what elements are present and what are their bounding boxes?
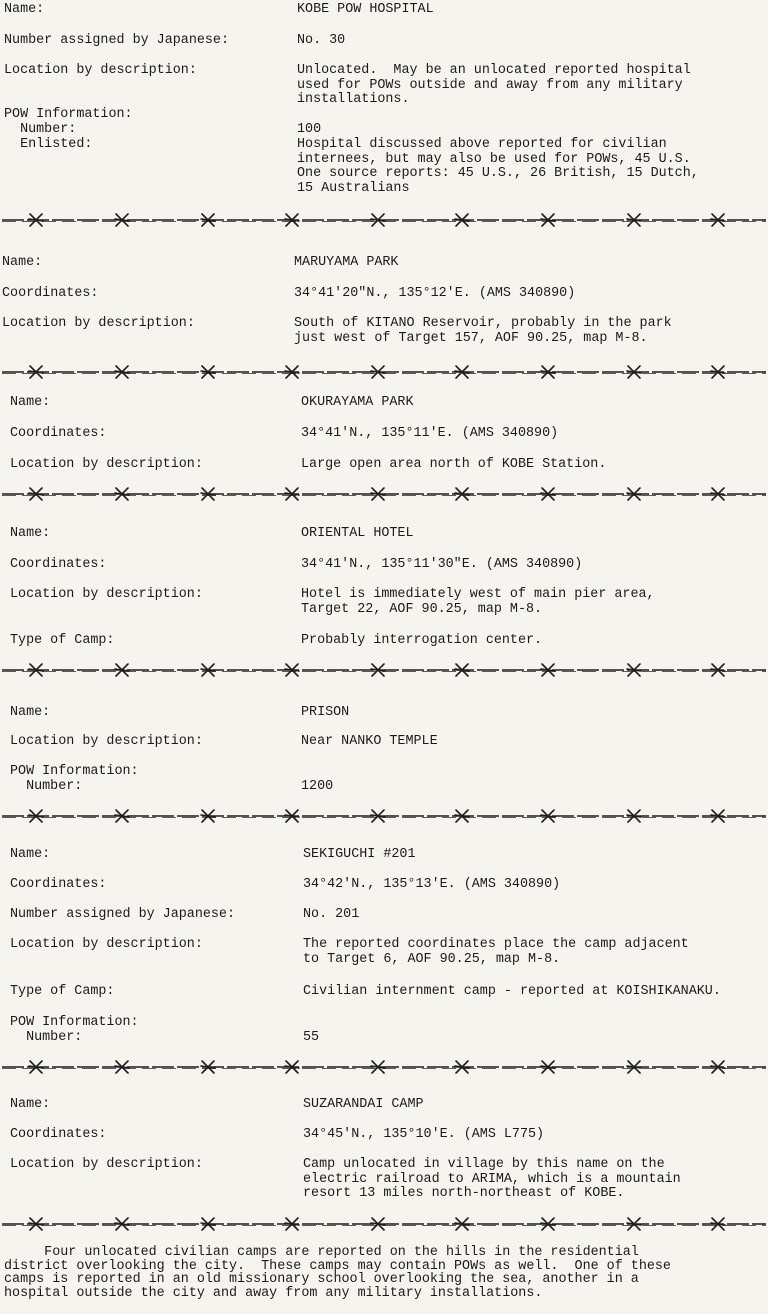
- field-value-number: 55: [303, 1030, 320, 1045]
- field-value-number-assigned-by-japanese: No. 201: [303, 907, 360, 922]
- field-value-coordinates: 34°41'N., 135°11'E. (AMS 340890): [301, 426, 559, 441]
- field-label-location-by-description: Location by description:: [4, 63, 197, 78]
- field-label-location-by-description: Location by description:: [2, 316, 195, 331]
- field-value-location-by-description: The reported coordinates place the camp adjacent: [303, 937, 689, 952]
- field-value-location-by-description: used for POWs outside and away from any military: [297, 77, 683, 93]
- field-value-coordinates: 34°45'N., 135°10'E. (AMS L775): [303, 1127, 545, 1142]
- field-value-enlisted: One source reports: 45 U.S., 26 British, 15 Dutch,: [297, 166, 699, 181]
- field-value-name: PRISON: [301, 705, 350, 720]
- field-label-coordinates: Coordinates:: [10, 557, 107, 572]
- field-label-number-assigned-by-japanese: Number assigned by Japanese:: [10, 907, 235, 922]
- field-value-number: 100: [297, 122, 322, 137]
- field-label-pow-information: POW Information:: [10, 1015, 139, 1030]
- field-label-name: Name:: [2, 255, 43, 270]
- field-value-number-assigned-by-japanese: No. 30: [297, 33, 346, 48]
- barbed-wire-divider: [0, 806, 768, 826]
- field-label-name: Name:: [10, 847, 51, 862]
- field-value-enlisted: Hospital discussed above reported for civilian: [297, 137, 667, 152]
- field-value-location-by-description: electric railroad to ARIMA, which is a mountain: [303, 1171, 681, 1187]
- field-value-name: SUZARANDAI CAMP: [303, 1097, 424, 1112]
- field-value-number: 1200: [301, 779, 334, 794]
- field-value-location-by-description: just west of Target 157, AOF 90.25, map M-8.: [294, 330, 648, 346]
- field-value-location-by-description: to Target 6, AOF 90.25, map M-8.: [303, 951, 561, 967]
- field-value-name: MARUYAMA PARK: [294, 255, 399, 270]
- barbed-wire-divider: [0, 1214, 768, 1234]
- barbed-wire-divider: [0, 1057, 768, 1077]
- field-label-coordinates: Coordinates:: [2, 286, 99, 301]
- field-value-location-by-description: Camp unlocated in village by this name on the: [303, 1157, 665, 1172]
- field-label-number: Number:: [10, 1030, 83, 1045]
- field-value-enlisted: internees, but may also be used for POWs, 45 U.S.: [297, 151, 691, 167]
- field-label-pow-information: POW Information:: [4, 107, 133, 122]
- field-value-type-of-camp: Civilian internment camp - reported at KOISHIKANAKU.: [303, 984, 721, 999]
- field-label-name: Name:: [10, 526, 51, 541]
- barbed-wire-divider: [0, 660, 768, 680]
- field-value-location-by-description: installations.: [297, 92, 410, 107]
- field-value-coordinates: 34°41'20"N., 135°12'E. (AMS 340890): [294, 286, 576, 301]
- field-value-location-by-description: Target 22, AOF 90.25, map M-8.: [301, 601, 543, 617]
- field-value-name: KOBE POW HOSPITAL: [297, 2, 434, 17]
- field-value-coordinates: 34°41'N., 135°11'30"E. (AMS 340890): [301, 557, 583, 572]
- field-label-pow-information: POW Information:: [10, 764, 139, 779]
- field-label-location-by-description: Location by description:: [10, 1157, 203, 1172]
- field-value-enlisted: 15 Australians: [297, 180, 410, 196]
- field-value-location-by-description: Unlocated. May be an unlocated reported hospital: [297, 63, 691, 78]
- field-value-location-by-description: South of KITANO Reservoir, probably in the park: [294, 316, 672, 331]
- field-value-name: OKURAYAMA PARK: [301, 395, 414, 410]
- footer-paragraph: Four unlocated civilian camps are reported on the hills in the residential district overlooking the city. These camps may contain POWs as well. One of these camps is reported in an old missionary school overlooking the sea, another in a hospital outside the city and away from any military installations.: [4, 1245, 671, 1301]
- field-label-name: Name:: [10, 395, 51, 410]
- field-label-location-by-description: Location by description:: [10, 587, 203, 602]
- field-value-name: SEKIGUCHI #201: [303, 847, 416, 862]
- field-value-location-by-description: Near NANKO TEMPLE: [301, 734, 438, 749]
- field-label-type-of-camp: Type of Camp:: [10, 633, 115, 648]
- field-label-coordinates: Coordinates:: [10, 877, 107, 892]
- field-value-type-of-camp: Probably interrogation center.: [301, 633, 543, 648]
- barbed-wire-divider: [0, 362, 768, 382]
- field-value-location-by-description: Hotel is immediately west of main pier area,: [301, 587, 655, 602]
- barbed-wire-divider: [0, 210, 768, 230]
- field-label-location-by-description: Location by description:: [10, 734, 203, 749]
- field-value-coordinates: 34°42'N., 135°13'E. (AMS 340890): [303, 877, 561, 892]
- field-label-number-assigned-by-japanese: Number assigned by Japanese:: [4, 33, 229, 48]
- field-label-coordinates: Coordinates:: [10, 426, 107, 441]
- field-label-enlisted: Enlisted:: [4, 137, 93, 152]
- field-label-name: Name:: [10, 1097, 51, 1112]
- barbed-wire-divider: [0, 484, 768, 504]
- field-label-name: Name:: [10, 705, 51, 720]
- field-label-type-of-camp: Type of Camp:: [10, 984, 115, 999]
- field-value-name: ORIENTAL HOTEL: [301, 526, 414, 541]
- field-label-number: Number:: [4, 122, 77, 137]
- field-label-location-by-description: Location by description:: [10, 937, 203, 952]
- field-value-location-by-description: Large open area north of KOBE Station.: [301, 457, 607, 472]
- field-label-coordinates: Coordinates:: [10, 1127, 107, 1142]
- field-label-number: Number:: [10, 779, 83, 794]
- field-label-name: Name:: [4, 2, 45, 17]
- field-value-location-by-description: resort 13 miles north-northeast of KOBE.: [303, 1186, 625, 1201]
- field-label-location-by-description: Location by description:: [10, 457, 203, 472]
